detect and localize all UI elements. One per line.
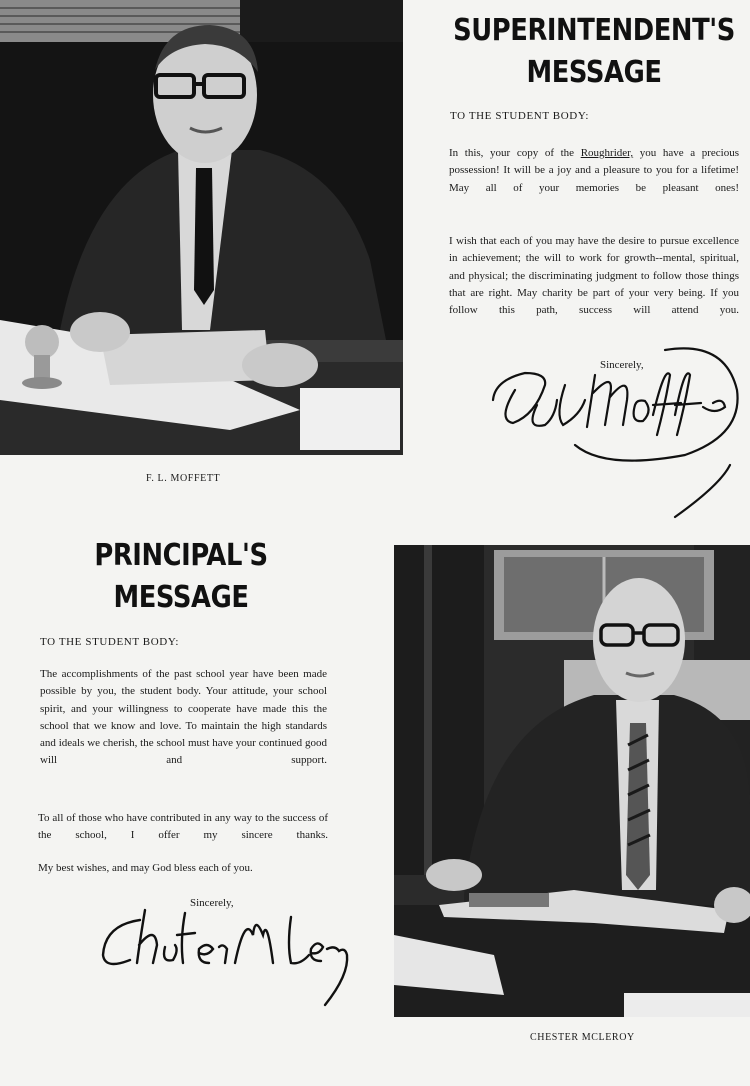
principal-paragraph-3: My best wishes, and may God bless each of you. (38, 862, 253, 874)
principal-paragraph-1: The accomplishments of the past school year have been made possible by you, the student body. Your attitude, your school spirit, and your willingness to cooperate have made this the school that we know and love. To maintain the high standards and ideals we cherish, the school must have your continued good will and support. (40, 668, 327, 767)
principal-heading (41, 535, 321, 619)
principal-paragraph-2: To all of those who have contributed in any way to the success of the school, I offer my sincere thanks. (38, 812, 328, 842)
yearbook-title: Roughrider, (580, 147, 634, 159)
superintendent-paragraph-2: I wish that each of you may have the desire to pursue excellence in achievement; the will to work for growth--mental, spiritual, and physical; the discriminating judgment to follow those things that are right. May charity be part of your very being. If you follow this path, success will attend you. (449, 235, 739, 317)
principal-photo (394, 545, 750, 1017)
principal-salutation: TO THE STUDENT BODY: (40, 636, 180, 648)
superintendent-caption: F. L. MOFFETT (146, 473, 221, 484)
principal-caption: CHESTER MCLEROY (530, 1032, 635, 1043)
superintendent-photo (0, 0, 403, 455)
principal-closing: Sincerely, (190, 897, 234, 909)
superintendent-heading (444, 10, 743, 94)
superintendent-signature (485, 345, 747, 525)
principal-signature (95, 905, 355, 1010)
heading-line-2: MESSAGE (526, 55, 662, 90)
heading-line-1: SUPERINTENDENT'S (453, 13, 735, 48)
superintendent-salutation: TO THE STUDENT BODY: (450, 110, 590, 122)
paragraph-1-start: In this, your copy of the (449, 147, 581, 159)
paragraph-1-end: you have a precious possession! It will be a joy and a pleasure to you for a lifetime! May all of your memories be pleasant ones! (449, 147, 740, 194)
superintendent-closing: Sincerely, (600, 359, 644, 371)
heading-line-1: PRINCIPAL'S (94, 538, 268, 573)
superintendent-paragraph-1 (449, 145, 739, 197)
heading-line-2: MESSAGE (113, 580, 249, 615)
